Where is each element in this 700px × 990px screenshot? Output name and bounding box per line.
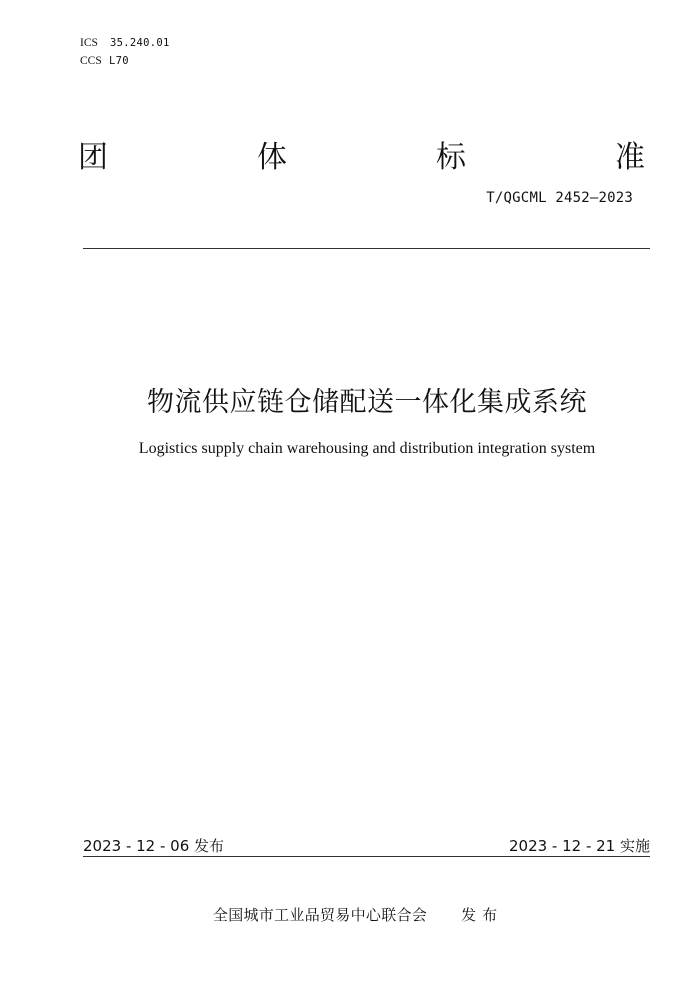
ics-row	[80, 34, 170, 52]
top-divider	[83, 248, 650, 249]
implementation-date: 2023 - 12 - 21 实施	[508, 837, 650, 855]
title-english: Logistics supply chain warehousing and distribution integration system	[138, 440, 596, 457]
publisher-name: 全国城市工业品贸易中心联合会	[212, 906, 428, 924]
publisher-line	[0, 904, 700, 925]
ccs-row	[80, 52, 170, 70]
ics-label: ICS	[80, 37, 98, 49]
standard-type-char: 准	[615, 140, 645, 175]
title-chinese: 物流供应链仓储配送一体化集成系统	[147, 387, 587, 418]
publisher-action: 发布	[461, 906, 504, 924]
issue-date: 2023 - 12 - 06 发布	[83, 837, 225, 855]
ics-value: 35.240.01	[110, 37, 170, 49]
ccs-value: L70	[109, 55, 129, 67]
classification-block	[80, 34, 170, 70]
standard-type-char: 标	[436, 140, 466, 175]
standard-number: T/QGCML 2452—2023	[486, 190, 633, 206]
standard-type-char: 团	[78, 140, 108, 175]
bottom-divider	[83, 856, 650, 857]
ccs-label: CCS	[80, 55, 102, 67]
standard-type-char: 体	[257, 140, 287, 175]
standard-type-heading	[78, 132, 645, 176]
